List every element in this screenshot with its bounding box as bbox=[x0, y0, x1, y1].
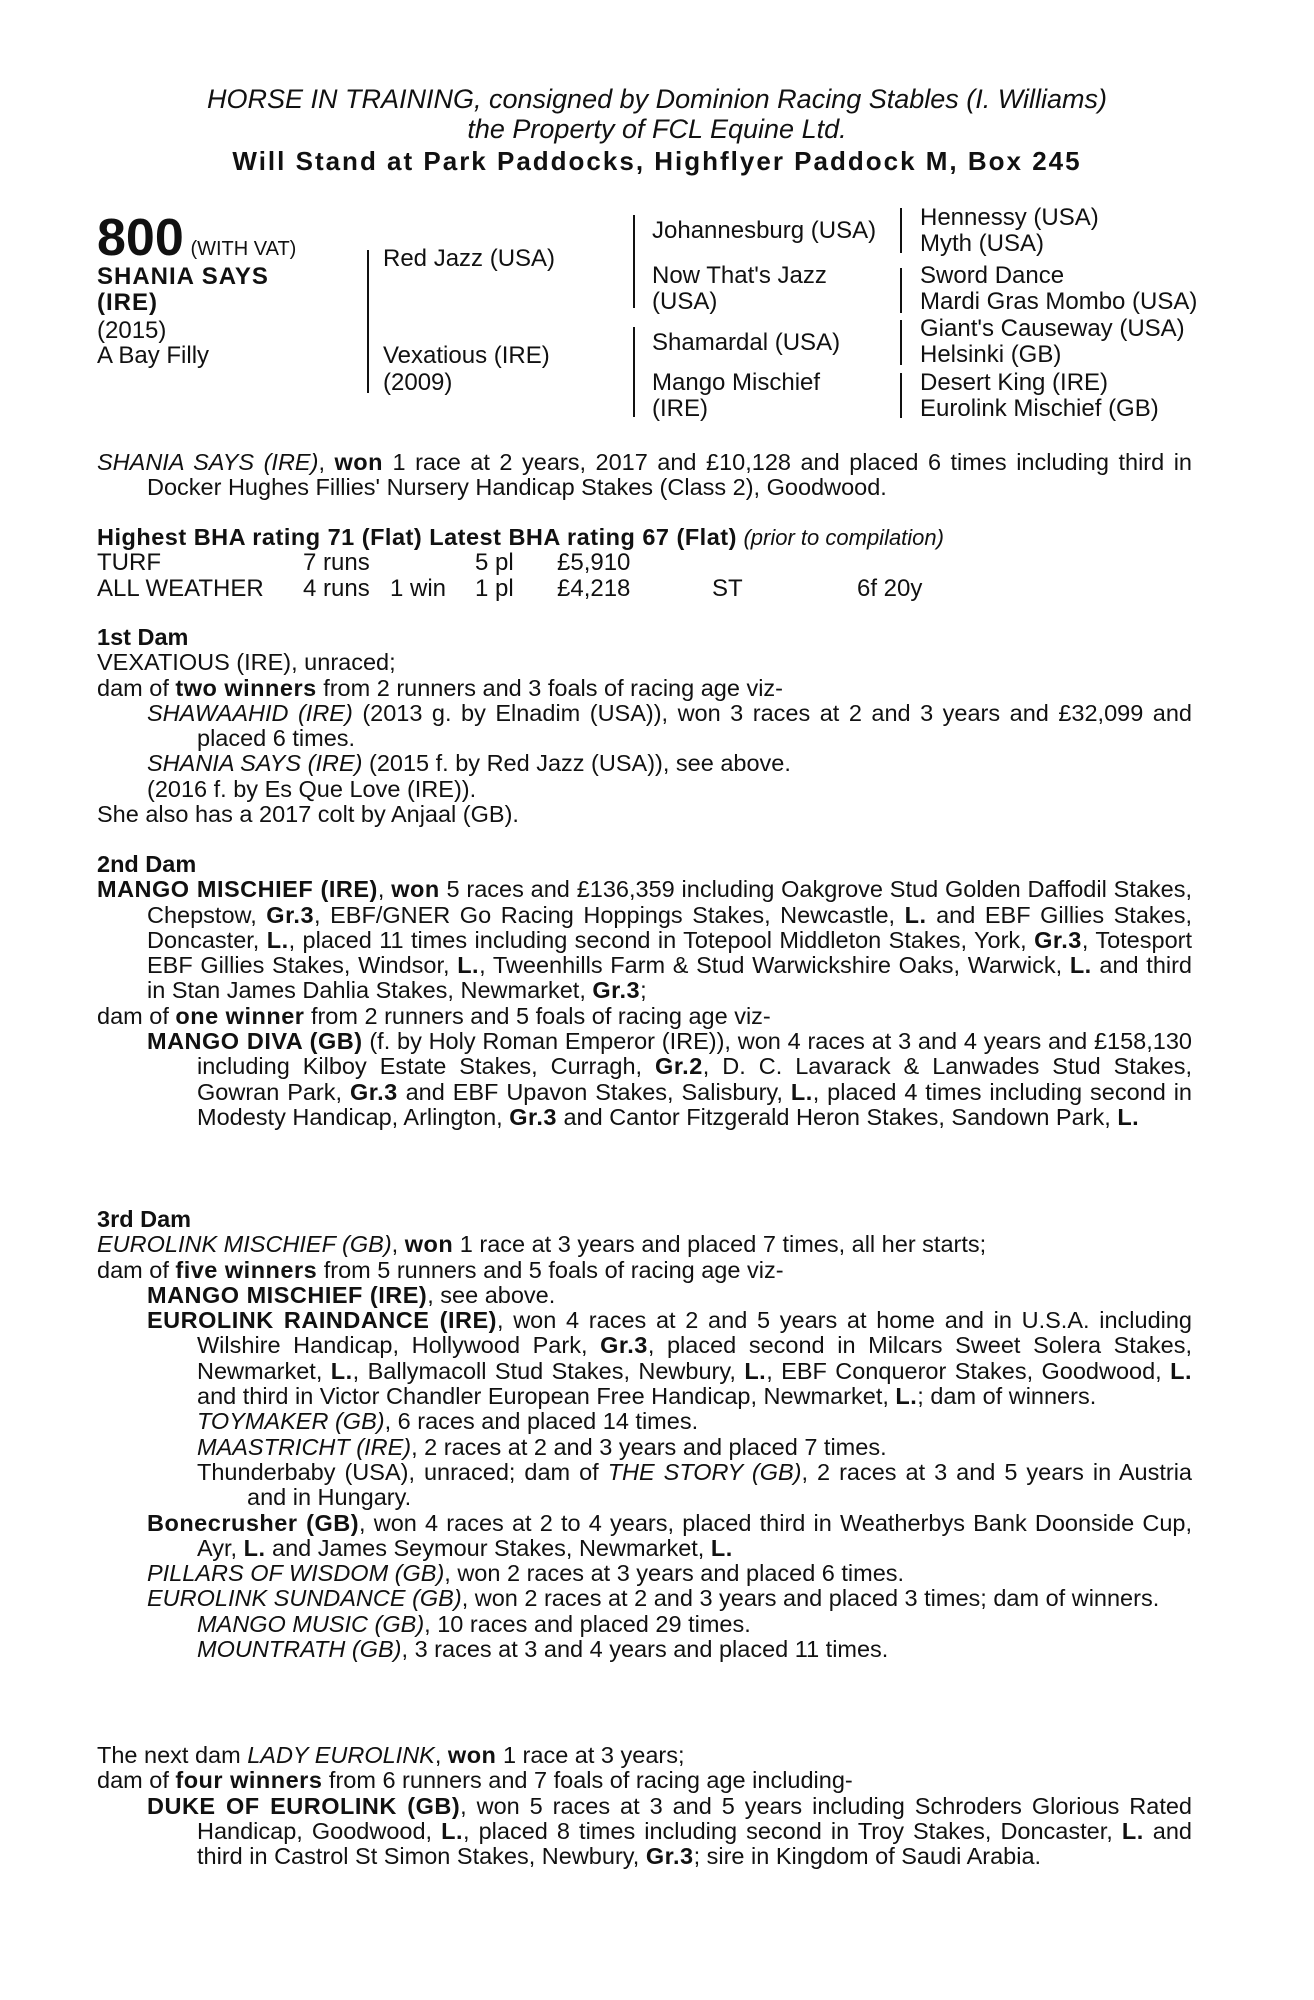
race-summary bbox=[97, 450, 1192, 501]
turf-runs: 7 runs bbox=[303, 549, 370, 576]
turf-prize: £5,910 bbox=[557, 549, 631, 576]
aw-prize: £4,218 bbox=[557, 575, 631, 602]
third-dam-record: EUROLINK MISCHIEF (GB), won 1 race at 3 years and placed 7 times, all her starts; bbox=[97, 1231, 987, 1258]
td-d2: five winners bbox=[175, 1256, 318, 1283]
second-dam-name: MANGO MISCHIEF (IRE) bbox=[97, 876, 378, 903]
first-dam-section bbox=[97, 625, 1192, 827]
duke-g: Gr.3 bbox=[645, 1843, 694, 1870]
sd-t5: , Totesport EBF Gillies Stakes, Windsor, bbox=[147, 926, 1192, 979]
thunderbaby-record bbox=[97, 1460, 1192, 1511]
sundance-text: , won 2 races at 2 and 3 years and placed 3 times; dam of winners. bbox=[461, 1585, 1160, 1612]
first-dam-produce-line bbox=[97, 676, 1192, 701]
aw-runs: 4 runs bbox=[303, 575, 370, 602]
sd-t1: 5 races and £136,359 including Oakgrove Stud Golden Daffodil Stakes, Chepstow, bbox=[147, 876, 1193, 928]
nd-t1: The next dam bbox=[97, 1742, 248, 1768]
td-t1: 1 race at 3 years and placed 7 times, all her starts; bbox=[453, 1231, 987, 1258]
ratings-line bbox=[97, 525, 1192, 550]
pedigree-brace-dam bbox=[633, 327, 635, 417]
duke-name: DUKE OF EUROLINK (GB) bbox=[147, 1792, 461, 1819]
sire-sire-sire: Hennessy (USA) bbox=[920, 204, 1099, 231]
sundance-name: EUROLINK SUNDANCE (GB) bbox=[147, 1585, 462, 1612]
horse-description: A Bay Filly bbox=[97, 342, 210, 369]
bone-2: and James Seymour Stakes, Newmarket, bbox=[265, 1534, 711, 1561]
td-d1: dam of bbox=[97, 1256, 176, 1283]
dam-dam-line2: (IRE) bbox=[652, 395, 708, 422]
the-story-name: THE STORY (GB) bbox=[607, 1458, 802, 1485]
bonecrusher-name: Bonecrusher (GB) bbox=[147, 1509, 360, 1536]
summary-text2: third in Docker Hughes Fillies' Nursery Handicap Stakes (Class 2), Goodwood. bbox=[147, 449, 1192, 501]
sd-t7: and third in Stan James Dahlia Stakes, Newmarket, bbox=[147, 952, 1192, 1004]
er-5: and third in Victor Chandler European Free Handicap, Newmarket, bbox=[197, 1383, 896, 1410]
bone-1: , won 4 races at 2 to 4 years, placed third in Weatherbys Bank Doonside Cup, Ayr, bbox=[197, 1509, 1192, 1561]
next-dam-name: LADY EUROLINK bbox=[247, 1742, 435, 1768]
dam-year: (2009) bbox=[383, 369, 453, 396]
pillars-text: , won 2 races at 3 years and placed 6 times. bbox=[444, 1560, 905, 1587]
md-c5: and Cantor Fitzgerald Heron Stakes, Sandown Park, bbox=[556, 1103, 1118, 1130]
foal-2-name: SHANIA SAYS (IRE) bbox=[147, 750, 363, 777]
summary-text1: 1 race at 2 years, 2017 and £10,128 and placed 6 times including bbox=[382, 449, 1109, 475]
mango-music-text: , 10 races and placed 29 times. bbox=[424, 1610, 751, 1637]
sire-dam-dam: Mardi Gras Mombo (USA) bbox=[920, 288, 1198, 315]
summary-won: won bbox=[334, 449, 383, 475]
mountrath-record bbox=[97, 1637, 1192, 1662]
eurolink-raindance-record bbox=[97, 1308, 1192, 1409]
third-dam-won: won bbox=[404, 1231, 454, 1258]
next-dam-produce-line bbox=[97, 1768, 1192, 1793]
brace-g3-1 bbox=[900, 208, 902, 253]
er-name: EUROLINK RAINDANCE (IRE) bbox=[147, 1307, 497, 1334]
second-dam-won: won bbox=[391, 876, 440, 903]
md-g2: Gr.3 bbox=[349, 1078, 398, 1105]
duke-3: and third in Castrol St Simon Stakes, Newbury, bbox=[197, 1817, 1192, 1870]
md-c3: and EBF Upavon Stakes, Salisbury, bbox=[397, 1078, 791, 1105]
first-dam-foal-1 bbox=[97, 701, 1192, 752]
md-l1: L. bbox=[790, 1078, 813, 1105]
duke-l2: L. bbox=[1121, 1817, 1144, 1844]
toymaker-record bbox=[97, 1409, 1192, 1434]
sd-g2: Gr.3 bbox=[1034, 926, 1082, 953]
first-dam-heading: 1st Dam bbox=[97, 624, 189, 650]
sire-sire: Johannesburg (USA) bbox=[652, 217, 877, 244]
ratings-note: (prior to compilation) bbox=[743, 525, 944, 550]
second-dam-produce-line bbox=[97, 1004, 1192, 1029]
sd-d2: one winner bbox=[175, 1002, 305, 1029]
aw-placed: 1 pl bbox=[475, 575, 514, 602]
bha-ratings: Highest BHA rating 71 (Flat) Latest BHA rating 67 (Flat) bbox=[97, 524, 737, 550]
aw-surface: ST bbox=[712, 575, 743, 602]
third-dam-section bbox=[97, 1207, 1192, 1662]
sd-t2: , EBF/GNER Go Racing Hoppings Stakes, Newcastle, bbox=[314, 901, 905, 928]
second-dam-record: MANGO MISCHIEF (IRE), won 5 races and £136,359 including Oakgrove Stud Golden Daffodil Stakes, Chepstow, Gr.3, EBF/GNER Go Racing Hoppings Stakes, Newcastle, L. and EBF Gillies Stakes, Doncaster, L., placed 11 times including second in Totepool Middleton Stakes, York, Gr.3, Totesport EBF Gillies Stakes, Windsor, L., Tweenhills Farm & Stud Warwickshire Oaks, Warwick, L. and third in Stan James Dahlia Stakes, Newmarket, Gr.3; bbox=[97, 876, 1193, 1004]
sd-l4: L. bbox=[1069, 952, 1092, 979]
sd-d1: dam of bbox=[97, 1002, 176, 1029]
mango-diva-record bbox=[97, 1029, 1192, 1130]
turf-placed: 5 pl bbox=[475, 549, 514, 576]
nd-d1: dam of bbox=[97, 1767, 176, 1794]
mm-name: MANGO MISCHIEF (IRE) bbox=[147, 1281, 428, 1308]
pedigree-brace-main bbox=[367, 250, 369, 393]
sire-dam-line1: Now That's Jazz bbox=[652, 262, 827, 289]
dam-dam-dam: Eurolink Mischief (GB) bbox=[920, 395, 1159, 422]
maastricht-name: MAASTRICHT (IRE) bbox=[197, 1433, 412, 1460]
consignor-line: HORSE IN TRAINING, consigned by Dominion Racing Stables (I. Williams) bbox=[206, 84, 1108, 114]
sd-d3: from 2 runners and 5 foals of racing age viz- bbox=[304, 1002, 771, 1029]
toymaker-name: TOYMAKER (GB) bbox=[197, 1408, 385, 1435]
mango-music-record bbox=[97, 1612, 1192, 1637]
foaling-year: (2015) bbox=[97, 317, 167, 344]
foal-1-text: (2013 g. by Elnadim (USA)), won 3 races at 2 and 3 years and £32,099 and placed 6 times. bbox=[197, 699, 1193, 752]
td-d3: from 5 runners and 5 foals of racing age viz- bbox=[317, 1256, 784, 1283]
duke-2: , placed 8 times including second in Troy Stakes, Doncaster, bbox=[463, 1817, 1122, 1844]
second-dam-section bbox=[97, 852, 1192, 1130]
md-l2: L. bbox=[1117, 1103, 1140, 1130]
sire-dam-line2: (USA) bbox=[652, 288, 718, 315]
dam-sire: Shamardal (USA) bbox=[652, 329, 841, 356]
er-l4: L. bbox=[895, 1383, 918, 1410]
sundance-record bbox=[97, 1586, 1192, 1611]
first-dam-winners: two winners bbox=[175, 674, 317, 701]
duke-1: , won 5 races at 3 and 5 years including Schroders Glorious Rated Handicap, Goodwood, bbox=[197, 1792, 1192, 1844]
summary-horse-name: SHANIA SAYS (IRE) bbox=[97, 449, 319, 475]
duke-l1: L. bbox=[441, 1817, 464, 1844]
dam-sire-sire: Giant's Causeway (USA) bbox=[920, 315, 1185, 342]
brace-g3-3 bbox=[900, 320, 902, 365]
first-dam-dam-of: dam of bbox=[97, 674, 176, 701]
er-l2: L. bbox=[744, 1357, 767, 1384]
vat-note: (WITH VAT) bbox=[190, 238, 297, 260]
sd-t6: , Tweenhills Farm & Stud Warwickshire Oaks, Warwick, bbox=[479, 952, 1070, 979]
dam-dam-line1: Mango Mischief bbox=[652, 369, 821, 396]
brace-g3-2 bbox=[900, 268, 902, 313]
sire-name: Red Jazz (USA) bbox=[383, 245, 556, 272]
er-6: ; dam of winners. bbox=[917, 1383, 1097, 1410]
aw-wins: 1 win bbox=[390, 575, 447, 602]
mango-diva-name: MANGO DIVA (GB) bbox=[147, 1028, 363, 1055]
er-3: , Ballymacoll Stud Stakes, Newbury, bbox=[352, 1357, 745, 1384]
summary-sep: , bbox=[318, 449, 335, 475]
sd-g1: Gr.3 bbox=[266, 901, 315, 928]
next-dam-section bbox=[97, 1743, 1192, 1869]
nd-d3: from 6 runners and 7 foals of racing age including- bbox=[322, 1767, 853, 1794]
aw-distance: 6f 20y bbox=[857, 575, 923, 602]
dam-dam-sire: Desert King (IRE) bbox=[920, 369, 1109, 396]
mountrath-name: MOUNTRATH (GB) bbox=[197, 1636, 402, 1663]
sire-sire-dam: Myth (USA) bbox=[920, 230, 1045, 257]
foal-2-text: (2015 f. by Red Jazz (USA)), see above. bbox=[362, 750, 791, 777]
foal-1-name: SHAWAAHID (IRE) bbox=[147, 699, 353, 726]
thunderbaby-text2: , 2 races at 3 and 5 years in Austria and in Hungary. bbox=[247, 1458, 1192, 1511]
third-dam-name: EUROLINK MISCHIEF (GB) bbox=[97, 1231, 392, 1258]
bone-l2: L. bbox=[710, 1534, 733, 1561]
first-dam-line1: VEXATIOUS (IRE), unraced; bbox=[97, 649, 396, 676]
mango-music-name: MANGO MUSIC (GB) bbox=[197, 1610, 425, 1637]
nd-d2: four winners bbox=[175, 1767, 323, 1794]
first-dam-note: She also has a 2017 colt by Anjaal (GB). bbox=[97, 801, 519, 828]
sd-t8: ; bbox=[640, 977, 647, 1004]
bone-l1: L. bbox=[243, 1534, 266, 1561]
er-1: , won 4 races at 2 and 5 years at home and in U.S.A. including Wilshire Handicap, Hollywood Park, bbox=[197, 1307, 1192, 1359]
md-g1: Gr.2 bbox=[655, 1053, 703, 1080]
mango-mischief-ref bbox=[97, 1283, 1192, 1308]
duke-4: ; sire in Kingdom of Saudi Arabia. bbox=[693, 1843, 1042, 1870]
lot-number: 800 bbox=[97, 209, 184, 267]
er-4: , EBF Conqueror Stakes, Goodwood, bbox=[766, 1357, 1171, 1384]
pedigree-brace-sire bbox=[633, 215, 635, 308]
mm-text: , see above. bbox=[427, 1281, 556, 1308]
location-line: Will Stand at Park Paddocks, Highflyer Paddock M, Box 245 bbox=[232, 146, 1082, 176]
sd-t4: , placed 11 times including second in Totepool Middleton Stakes, York, bbox=[288, 926, 1035, 953]
next-dam-record bbox=[97, 1743, 1192, 1768]
er-g1: Gr.3 bbox=[600, 1332, 648, 1359]
md-c1: (f. by Holy Roman Emperor (IRE)), won 4 races at 3 and 4 years and £158,130 including Kilboy Estate Stakes, Curragh, bbox=[197, 1028, 1192, 1080]
md-g3: Gr.3 bbox=[509, 1103, 557, 1130]
third-dam-produce-line bbox=[97, 1258, 1192, 1283]
sd-l2: L. bbox=[266, 926, 289, 953]
bonecrusher-record bbox=[97, 1511, 1192, 1562]
sd-l1: L. bbox=[904, 901, 927, 928]
nd-t2: , bbox=[434, 1742, 448, 1768]
nd-t3: 1 race at 3 years; bbox=[496, 1742, 685, 1768]
nd-won: won bbox=[447, 1742, 497, 1768]
pillars-record bbox=[97, 1561, 1192, 1586]
third-dam-heading: 3rd Dam bbox=[97, 1206, 192, 1232]
duke-record bbox=[97, 1794, 1192, 1870]
aw-label: ALL WEATHER bbox=[97, 575, 264, 602]
turf-label: TURF bbox=[97, 549, 161, 576]
md-c2: , D. C. Lavarack & Lanwades Stud Stakes, Gowran Park, bbox=[197, 1053, 1192, 1105]
ratings-table bbox=[97, 550, 1197, 602]
sd-t3: and EBF Gillies Stakes, Doncaster, bbox=[147, 901, 1193, 953]
md-c4: , placed 4 times including second in Modesty Handicap, Arlington, bbox=[197, 1078, 1192, 1130]
sire-dam-sire: Sword Dance bbox=[920, 262, 1065, 289]
first-dam-runners: from 2 runners and 3 foals of racing age viz- bbox=[316, 674, 783, 701]
dam-sire-dam: Helsinki (GB) bbox=[920, 341, 1062, 368]
sd-l3: L. bbox=[457, 952, 480, 979]
brace-g3-4 bbox=[900, 373, 902, 418]
thunderbaby-text1: Thunderbaby (USA), unraced; dam of bbox=[197, 1458, 608, 1485]
er-l1: L. bbox=[330, 1357, 353, 1384]
toymaker-text: , 6 races and placed 14 times. bbox=[384, 1408, 699, 1435]
er-2: , placed second in Milcars Sweet Solera Stakes, Newmarket, bbox=[197, 1332, 1192, 1384]
maastricht-record bbox=[97, 1435, 1192, 1460]
horse-name-suffix: (IRE) bbox=[97, 289, 158, 316]
mountrath-text: , 3 races at 3 and 4 years and placed 11 times. bbox=[401, 1636, 889, 1663]
property-line: the Property of FCL Equine Ltd. bbox=[467, 114, 847, 144]
sd-g3: Gr.3 bbox=[592, 977, 641, 1004]
second-dam-heading: 2nd Dam bbox=[97, 851, 197, 877]
er-l3: L. bbox=[1170, 1357, 1192, 1384]
horse-name: SHANIA SAYS bbox=[97, 263, 269, 290]
first-dam-foal-2 bbox=[97, 751, 1192, 776]
first-dam-foal-3: (2016 f. by Es Que Love (IRE)). bbox=[147, 775, 477, 802]
dam-name: Vexatious (IRE) bbox=[383, 342, 550, 369]
pillars-name: PILLARS OF WISDOM (GB) bbox=[147, 1560, 445, 1587]
maastricht-text: , 2 races at 2 and 3 years and placed 7 times. bbox=[411, 1433, 887, 1460]
